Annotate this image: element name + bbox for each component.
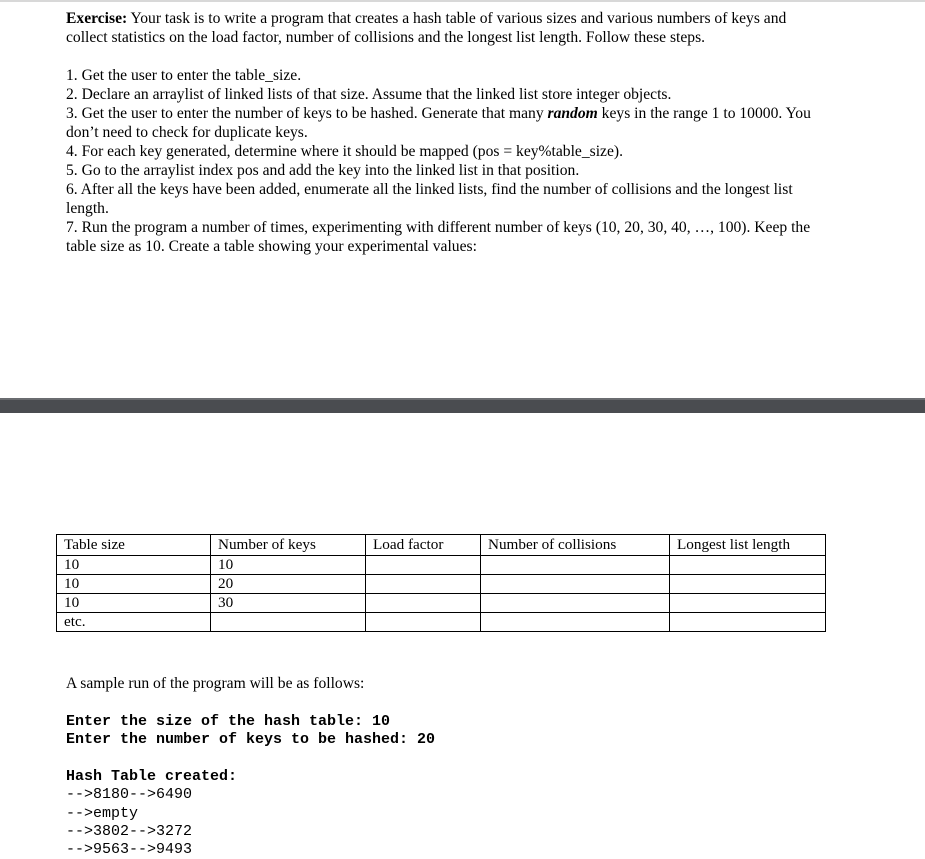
table-header-row bbox=[57, 535, 826, 556]
table-cell: etc. bbox=[57, 613, 211, 632]
table-cell bbox=[670, 556, 826, 575]
table-row bbox=[57, 613, 826, 632]
header-table-size: Table size bbox=[57, 535, 211, 556]
table-cell bbox=[481, 613, 670, 632]
table-cell: 10 bbox=[211, 556, 366, 575]
step-1: 1. Get the user to enter the table_size. bbox=[66, 67, 302, 84]
sample-output-line: -->3802-->3272 bbox=[66, 823, 193, 840]
header-number-of-collisions: Number of collisions bbox=[481, 535, 670, 556]
table-cell bbox=[670, 575, 826, 594]
table-cell: 30 bbox=[211, 594, 366, 613]
table-cell bbox=[366, 594, 481, 613]
sample-output-line: -->9563-->9493 bbox=[66, 841, 193, 858]
exercise-intro-text: Your task is to write a program that creates a hash table of various sizes and various numbers of keys and collect statistics on the load factor, number of collisions and the longest list length. Follow these steps. bbox=[66, 10, 787, 46]
table-cell: 20 bbox=[211, 575, 366, 594]
table-cell bbox=[366, 575, 481, 594]
step-3-text-b: keys in the range 1 to 10000. You don’t need to check for duplicate keys. bbox=[66, 105, 811, 141]
sample-prompt-number-of-keys: Enter the number of keys to be hashed: 20 bbox=[66, 731, 436, 748]
sample-output-line: -->empty bbox=[66, 805, 139, 822]
header-number-of-keys: Number of keys bbox=[211, 535, 366, 556]
document-page-top bbox=[0, 0, 925, 398]
exercise-label: Exercise: bbox=[66, 10, 128, 27]
table-cell: 10 bbox=[57, 594, 211, 613]
header-load-factor: Load factor bbox=[366, 535, 481, 556]
table-row bbox=[57, 556, 826, 575]
step-3-emphasis: random bbox=[547, 105, 598, 122]
table-cell bbox=[366, 613, 481, 632]
exercise-intro bbox=[66, 9, 826, 47]
table-cell bbox=[481, 556, 670, 575]
table-cell bbox=[670, 613, 826, 632]
step-7: 7. Run the program a number of times, experimenting with different number of keys (10, 20, 30, 40, …, 100). Keep the table size as 10. Create a table showing your experimental values: bbox=[66, 219, 811, 255]
sample-run-intro: A sample run of the program will be as follows: bbox=[66, 675, 365, 692]
experiment-table bbox=[56, 534, 826, 632]
table-row bbox=[57, 575, 826, 594]
table-cell bbox=[670, 594, 826, 613]
sample-output-line: -->8180-->6490 bbox=[66, 786, 193, 803]
table-cell bbox=[366, 556, 481, 575]
step-5: 5. Go to the arraylist index pos and add the key into the linked list in that position. bbox=[66, 162, 580, 179]
page-top-rule bbox=[0, 0, 925, 2]
table-cell bbox=[481, 594, 670, 613]
table-cell bbox=[211, 613, 366, 632]
step-6: 6. After all the keys have been added, enumerate all the linked lists, find the number of collisions and the longest list length. bbox=[66, 181, 793, 217]
header-longest-list-length: Longest list length bbox=[670, 535, 826, 556]
step-4: 4. For each key generated, determine where it should be mapped (pos = key%table_size). bbox=[66, 143, 623, 160]
step-3 bbox=[66, 104, 826, 142]
table-row bbox=[57, 594, 826, 613]
steps-list bbox=[66, 66, 826, 256]
table-cell bbox=[481, 575, 670, 594]
sample-hash-table-created: Hash Table created: bbox=[66, 768, 238, 785]
sample-prompt-table-size: Enter the size of the hash table: 10 bbox=[66, 713, 391, 730]
table-cell: 10 bbox=[57, 556, 211, 575]
page-divider-highlight bbox=[0, 398, 925, 400]
table-cell: 10 bbox=[57, 575, 211, 594]
page-divider bbox=[0, 398, 925, 413]
step-3-text-a: 3. Get the user to enter the number of keys to be hashed. Generate that many bbox=[66, 105, 548, 122]
step-2: 2. Declare an arraylist of linked lists of that size. Assume that the linked list store integer objects. bbox=[66, 86, 672, 103]
